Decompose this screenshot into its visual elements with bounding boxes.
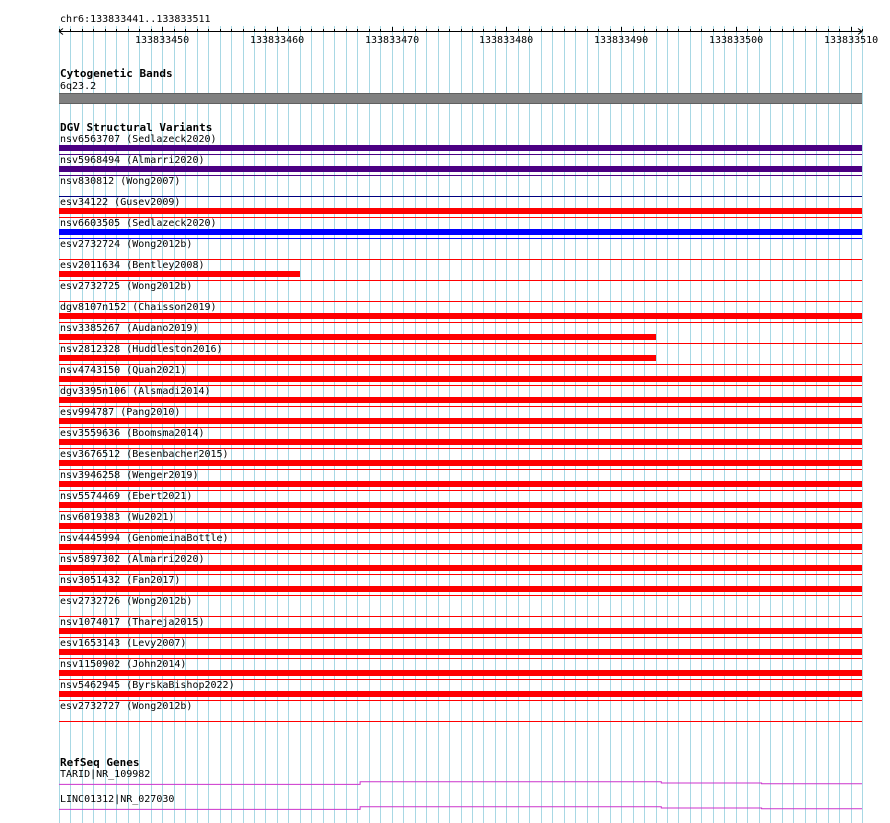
dgv-variant-label[interactable]: nsv3946258 (Wenger2019)	[60, 470, 199, 481]
dgv-variant-label[interactable]: esv2732725 (Wong2012b)	[60, 281, 193, 292]
refseq-gene-label[interactable]: LINC01312|NR_027030	[60, 794, 175, 805]
dgv-variant-label[interactable]: nsv1150902 (John2014)	[60, 659, 187, 670]
dgv-variant-label[interactable]: nsv6563707 (Sedlazeck2020)	[60, 134, 217, 145]
dgv-variant-label[interactable]: nsv5574469 (Ebert2021)	[60, 491, 193, 502]
dgv-variant-label[interactable]: esv2732727 (Wong2012b)	[60, 701, 193, 712]
ruler-tick-label: 133833510	[824, 35, 879, 46]
dgv-variant-label[interactable]: dgv3395n106 (Alsmadi2014)	[60, 386, 211, 397]
dgv-variant-label[interactable]: esv3559636 (Boomsma2014)	[60, 428, 205, 439]
dgv-variant-label[interactable]: nsv5968494 (Almarri2020)	[60, 155, 205, 166]
dgv-variant-label[interactable]: nsv5897302 (Almarri2020)	[60, 554, 205, 565]
dgv-variant-label[interactable]: esv2732724 (Wong2012b)	[60, 239, 193, 250]
cytoband-label: 6q23.2	[60, 81, 97, 92]
ruler-tick-label: 133833460	[250, 35, 305, 46]
dgv-variant-label[interactable]: nsv6603505 (Sedlazeck2020)	[60, 218, 217, 229]
locus-label: chr6:133833441..133833511	[60, 14, 211, 25]
refseq-gene-feature[interactable]	[59, 807, 862, 810]
dgv-variant-label[interactable]: esv994787 (Pang2010)	[60, 407, 181, 418]
dgv-variant-label[interactable]: esv1653143 (Levy2007)	[60, 638, 187, 649]
dgv-variant-label[interactable]: nsv4445994 (GenomeinaBottle)	[60, 533, 229, 544]
refseq-track-title: RefSeq Genes	[60, 756, 140, 769]
dgv-variant-label[interactable]: nsv1074017 (Thareja2015)	[60, 617, 205, 628]
dgv-variant-label[interactable]: nsv5462945 (ByrskaBishop2022)	[60, 680, 235, 691]
dgv-variant-label[interactable]: nsv6019383 (Wu2021)	[60, 512, 175, 523]
ruler-tick-label: 133833500	[709, 35, 764, 46]
ruler-tick-label: 133833450	[135, 35, 190, 46]
cytoband-track-title: Cytogenetic Bands	[60, 67, 173, 80]
dgv-variant-label[interactable]: nsv2812328 (Huddleston2016)	[60, 344, 223, 355]
ruler-tick-label: 133833490	[594, 35, 649, 46]
dgv-variant-label[interactable]: esv34122 (Gusev2009)	[60, 197, 181, 208]
ruler-tick-label: 133833470	[365, 35, 420, 46]
dgv-track-title: DGV Structural Variants	[60, 121, 213, 134]
dgv-variant-label[interactable]: nsv830812 (Wong2007)	[60, 176, 181, 187]
ruler-tick-label: 133833480	[479, 35, 534, 46]
refseq-gene-feature[interactable]	[59, 782, 862, 785]
dgv-variant-label[interactable]: nsv4743150 (Quan2021)	[60, 365, 187, 376]
dgv-variant-label[interactable]: nsv3051432 (Fan2017)	[60, 575, 181, 586]
dgv-variant-label[interactable]: esv2732726 (Wong2012b)	[60, 596, 193, 607]
dgv-variant-label[interactable]: dgv8107n152 (Chaisson2019)	[60, 302, 217, 313]
dgv-variant-label[interactable]: nsv3385267 (Audano2019)	[60, 323, 199, 334]
dgv-variant-label[interactable]: esv2011634 (Bentley2008)	[60, 260, 205, 271]
refseq-gene-label[interactable]: TARID|NR_109982	[60, 769, 151, 780]
dgv-variant-label[interactable]: esv3676512 (Besenbacher2015)	[60, 449, 229, 460]
